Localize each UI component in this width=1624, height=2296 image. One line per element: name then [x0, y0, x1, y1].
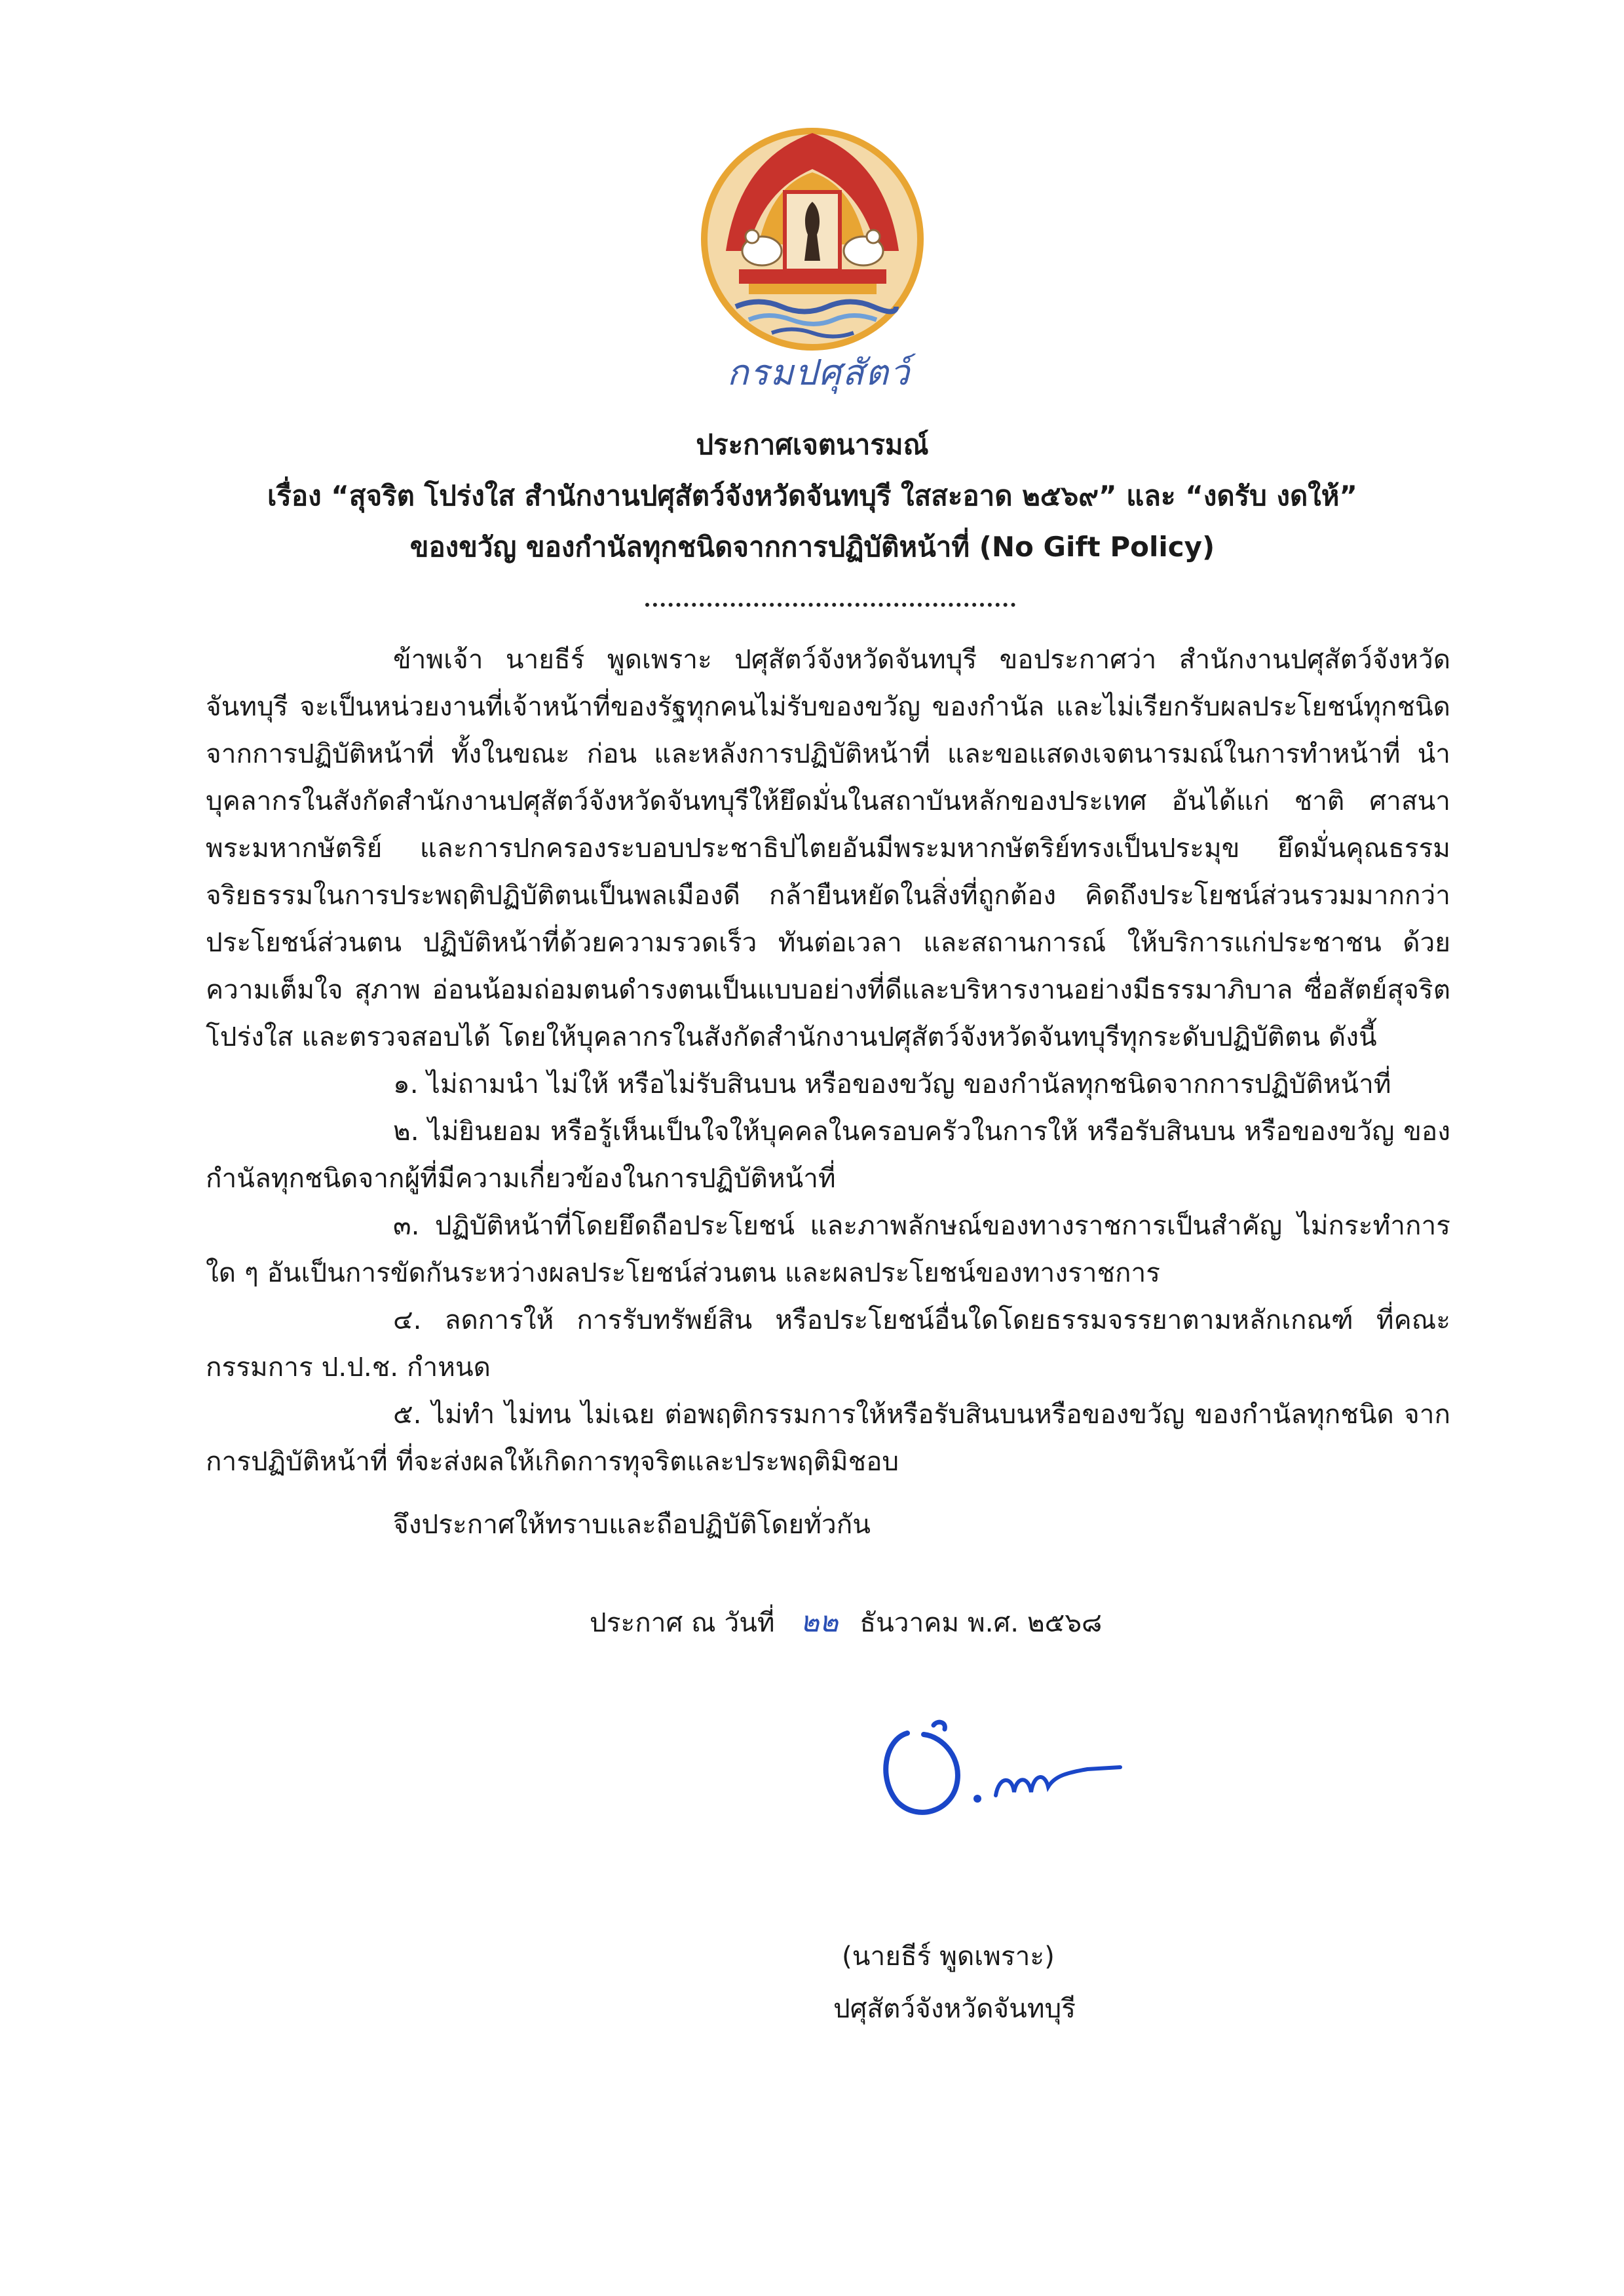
- dotted-separator: [645, 603, 1015, 607]
- handwritten-signature: [871, 1713, 1133, 1825]
- signer-name: (นายธีร์ พูดเพราะ): [842, 1940, 1055, 1972]
- emblem-caption: กรมปศุสัตว์: [727, 352, 911, 393]
- intro-paragraph: ข้าพเจ้า นายธีร์ พูดเพราะ ปศุสัตว์จังหวัดจันทบุรี ขอประกาศว่า สำนักงานปศุสัตว์จังหวัดจันทบุรี จะเป็นหน่วยงานที่เจ้าหน้าที่ของรัฐทุกคนไม่รับของขวัญ ของกำนัล และไม่เรียกรับผลประโยชน์ทุกชนิด จากการปฏิบัติหน้าที่ ทั้งในขณะ ก่อน และหลังการปฏิบัติหน้าที่ และขอแสดงเจตนารมณ์ในการทำหน้าที่ นำบุคลากรในสังกัดสำนักงานปศุสัตว์จังหวัดจันทบุรีให้ยึดมั่นในสถาบันหลักของประเทศ อันได้แก่ ชาติ ศาสนา พระมหากษัตริย์ และการปกครองระบอบประชาธิปไตยอันมีพระมหากษัตริย์ทรงเป็นประมุข ยึดมั่นคุณธรรม จริยธรรมในการประพฤติปฏิบัติตนเป็นพลเมืองดี กล้ายืนหยัดในสิ่งที่ถูกต้อง คิดถึงประโยชน์ส่วนรวมมากกว่า ประโยชน์ส่วนตน ปฏิบัติหน้าที่ด้วยความรวดเร็ว ทันต่อเวลา และสถานการณ์ ให้บริการแก่ประชาชน ด้วยความเต็มใจ สุภาพ อ่อนน้อมถ่อมตนดำรงตนเป็นแบบอย่างที่ดีและบริหารงานอย่างมีธรรมาภิบาล ซื่อสัตย์สุจริต โปร่งใส และตรวจสอบได้ โดยให้บุคลากรในสังกัดสำนักงานปศุสัตว์จังหวัดจันทบุรีทุกระดับปฏิบัติตน ดังนี้: [206, 643, 1450, 1052]
- announcement-body: [206, 636, 1450, 1548]
- closing-statement: จึงประกาศให้ทราบและถือปฏิบัติโดยทั่วกัน: [393, 1508, 871, 1540]
- department-emblem: [700, 120, 926, 359]
- announcement-date: [590, 1599, 1102, 1645]
- document-title: ประกาศเจตนารมณ์: [696, 429, 929, 461]
- signer-block: [825, 1930, 1120, 2035]
- announcement-header: [197, 419, 1428, 573]
- list-item: ๕. ไม่ทำ ไม่ทน ไม่เฉย ต่อพฤติกรรมการให้หรือรับสินบนหรือของขวัญ ของกำนัลทุกชนิด จากการปฏิบัติหน้าที่ ที่จะส่งผลให้เกิดการทุจริตและประพฤติมิชอบ: [206, 1398, 1450, 1477]
- handwritten-day: ๒๒: [800, 1605, 839, 1639]
- subject-line-1: เรื่อง “สุจริต โปร่งใส สำนักงานปศุสัตว์จังหวัดจันทบุรี ใสสะอาด ๒๕๖๙” และ “งดรับ งดให้”: [267, 480, 1358, 512]
- list-item: ๒. ไม่ยินยอม หรือรู้เห็นเป็นใจให้บุคคลในครอบครัวในการให้ หรือรับสินบน หรือของขวัญ ของกำนัลทุกชนิดจากผู้ที่มีความเกี่ยวข้องในการปฏิบัติหน้าที่: [206, 1115, 1450, 1194]
- list-item: ๑. ไม่ถามนำ ไม่ให้ หรือไม่รับสินบน หรือของขวัญ ของกำนัลทุกชนิดจากการปฏิบัติหน้าที่: [393, 1068, 1391, 1100]
- list-item: ๔. ลดการให้ การรับทรัพย์สิน หรือประโยชน์อื่นใดโดยธรรมจรรยาตามหลักเกณฑ์ ที่คณะกรรมการ ป.ป.ช. กำหนด: [206, 1304, 1450, 1383]
- date-suffix: ธันวาคม พ.ศ. ๒๕๖๘: [859, 1607, 1103, 1638]
- subject-line-2: ของขวัญ ของกำนัลทุกชนิดจากการปฏิบัติหน้าที่ (No Gift Policy): [409, 531, 1215, 563]
- list-item: ๓. ปฏิบัติหน้าที่โดยยึดถือประโยชน์ และภาพลักษณ์ของทางราชการเป็นสำคัญ ไม่กระทำการใด ๆ อันเป็นการขัดกันระหว่างผลประโยชน์ส่วนตน และผลประโยชน์ของทางราชการ: [206, 1210, 1450, 1288]
- date-prefix: ประกาศ ณ วันที่: [590, 1607, 775, 1638]
- signer-position: ปศุสัตว์จังหวัดจันทบุรี: [833, 1993, 1076, 2024]
